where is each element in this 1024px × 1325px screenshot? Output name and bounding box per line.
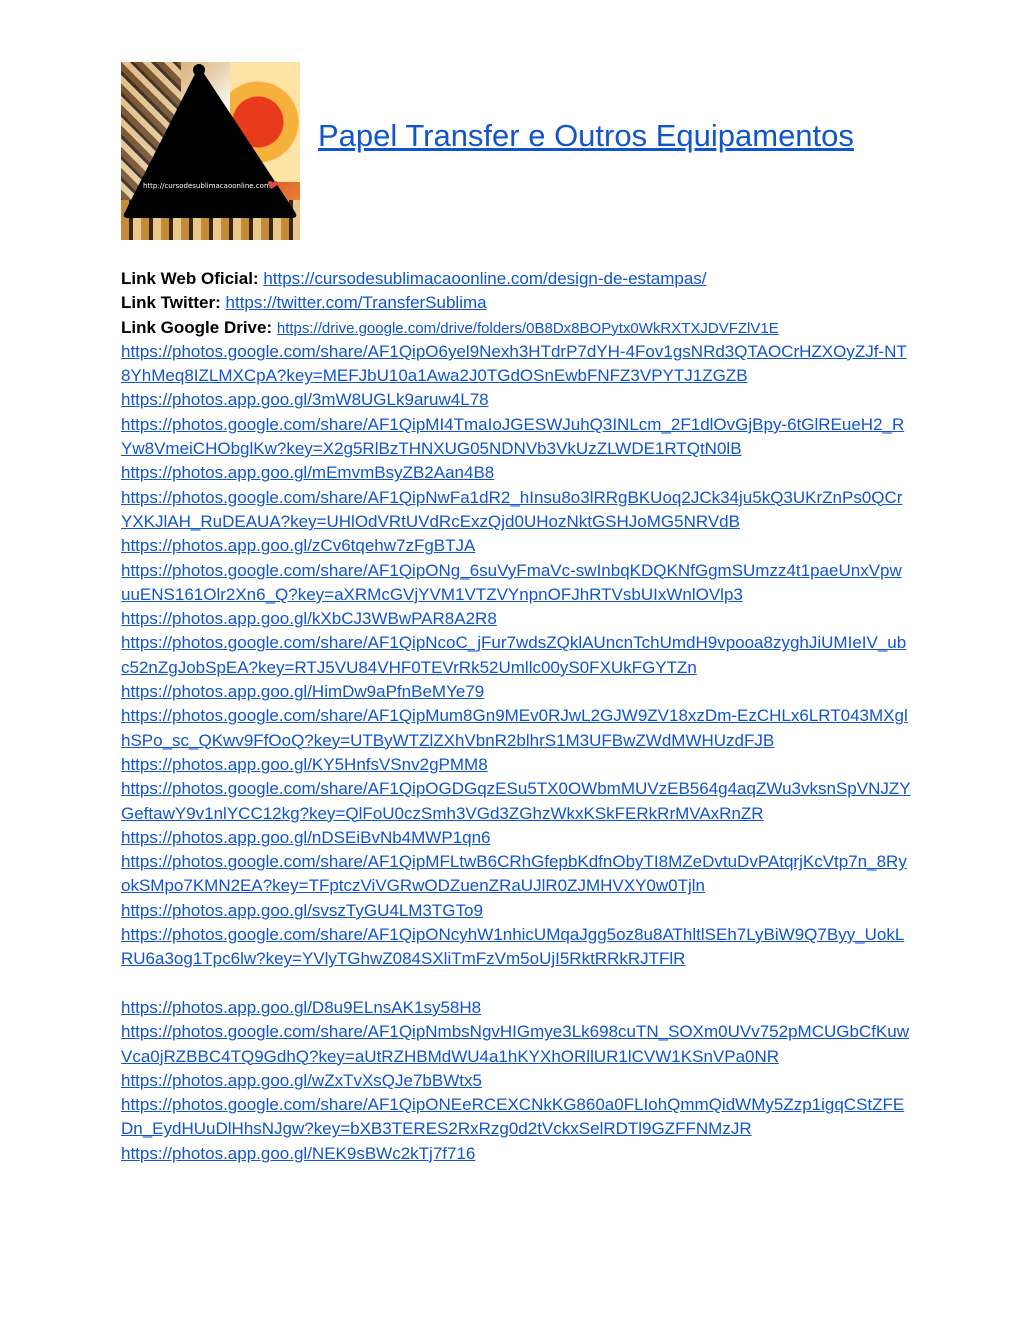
links-block (121, 267, 911, 1166)
photo-link[interactable]: https://photos.google.com/share/AF1QipO6yel9Nexh3HTdrP7dYH-4Fov1gsNRd3QTAOCrHZXOyZJf-NT8YhMeq8IZLMXCpA?key=MEFJbU10a1Awa2J0TGdOSnEwbFNFZ3VPYTJ1ZGZB (121, 341, 907, 386)
document-page (121, 62, 911, 1163)
photo-link[interactable]: https://photos.app.goo.gl/3mW8UGLk9aruw4L78 (121, 390, 489, 410)
twitter-link[interactable]: https://twitter.com/TransferSublima (225, 293, 487, 313)
photo-link[interactable]: https://photos.google.com/share/AF1QipMI4TmaIoJGESWJuhQ3INLcm_2F1dlOvGjBpy-6tGlREueH2_RYw8VmeiCHObglKw?key=X2g5RlBzTHNXUG05NDNVb3VkUzZLWDE1RTQtN0lB (121, 414, 905, 459)
photo-link[interactable]: https://photos.google.com/share/AF1QipONcyhW1nhicUMqaJgg5oz8u8AThltlSEh7LyBiW9Q7Byy_UokLRU6a3og1Tpc6lw?key=YVlyTGhwZ084SXliTmFzVm5oUjI5RktRRkRJTFlR (121, 925, 905, 969)
photo-link[interactable]: https://photos.google.com/share/AF1QipOGDGqzESu5TX0OWbmMUVzEB564g4aqZWu3vksnSpVNJZYGeftawY9v1nlYCC12kg?key=QlFoU0czSmh3VGd3ZGhzWkxKSkFERkRrMVAxRnZR (121, 779, 911, 823)
photo-link[interactable]: https://photos.google.com/share/AF1QipMum8Gn9MEv0RJwL2GJW9ZV18xzDm-EzCHLx6LRT043MXglhSPo_sc_QKwv9FfOoQ?key=UTByWTZlZXhVbnR2blhrS1M3UFBwZWdMWHUzdFJB (121, 706, 908, 750)
logo-triangle (121, 62, 300, 240)
twitter-link-label: Link Twitter: (121, 293, 221, 313)
photo-link[interactable]: https://photos.google.com/share/AF1QipONg_6suVyFmaVc-swInbqKDQKNfGgmSUmzz4t1paeUnxVpwuuENS161Olr2Xn6_Q?key=aXRMcGVjYVM1VTZVYnpnOFJhRTVsbUIxWnlOVlp3 (121, 560, 902, 604)
photo-link[interactable]: https://photos.google.com/share/AF1QipMFLtwB6CRhGfepbKdfnObyTI8MZeDvtuDvPAtqrjKcVtp7n_8RyokSMpo7KMN2EA?key=TFptczViVGRwODZuenZRaUJlR0ZJMHVXY0w0Tjln (121, 852, 907, 896)
drive-link[interactable]: https://drive.google.com/drive/folders/0B8Dx8BOPytx0WkRXTXJDVFZlV1E (276, 319, 779, 337)
heart-icon: ❤ (267, 177, 279, 193)
page-title-link[interactable]: Papel Transfer e Outros Equipamentos (318, 118, 854, 153)
photo-link[interactable]: https://photos.app.goo.gl/zCv6tqehw7zFgBTJA (121, 536, 476, 556)
photo-link[interactable]: https://photos.app.goo.gl/NEK9sBWc2kTj7f716 (121, 1143, 476, 1163)
header (121, 62, 911, 240)
photo-link[interactable]: https://photos.google.com/share/AF1QipONEeRCEXCNkKG860a0FLIohQmmQidWMy5Zzp1igqCStZFEDn_EydHUuDlHhsNJgw?key=bXB3TERES2RxRzg0d2tVckxSelRDTl9GZFFNMzJR (121, 1095, 905, 1139)
photo-link[interactable]: https://photos.app.goo.gl/KY5HnfsVSnv2gPMM8 (121, 754, 488, 774)
photo-link[interactable]: https://photos.google.com/share/AF1QipNcoC_jFur7wdsZQklAUncnTchUmdH9vpooa8zyghJiUMIeIV_ubc52nZgJobSpEA?key=RTJ5VU84VHF0TEVrRk52Umllc00yS0FXUkFGYTZn (121, 633, 907, 677)
logo-url-text: http://cursodesublimacaoonline.com/ (143, 182, 274, 190)
photo-link[interactable]: https://photos.app.goo.gl/kXbCJ3WBwPAR8A2R8 (121, 609, 497, 629)
drive-link-label: Link Google Drive: (121, 317, 273, 337)
photo-link[interactable]: https://photos.app.goo.gl/D8u9ELnsAK1sy58H8 (121, 997, 482, 1017)
twitter-link-line (121, 291, 911, 315)
web-link-line (121, 267, 911, 291)
logo-image (121, 62, 300, 240)
web-link-label: Link Web Oficial: (121, 269, 259, 288)
blank-line (121, 972, 911, 996)
drive-link-line (121, 316, 911, 340)
photo-link[interactable]: https://photos.app.goo.gl/wZxTvXsQJe7bBWtx5 (121, 1070, 482, 1090)
photo-link[interactable]: https://photos.app.goo.gl/mEmvmBsyZB2Aan4B8 (121, 463, 495, 483)
photo-link[interactable]: https://photos.google.com/share/AF1QipNmbsNgvHIGmye3Lk698cuTN_SOXm0UVv752pMCUGbCfKuwVca0jRZBBC4TQ9GdhQ?key=aUtRZHBMdWU4a1hKYXhORllUR1lCVW1KSnVPa0NR (121, 1022, 910, 1066)
photo-link[interactable]: https://photos.google.com/share/AF1QipNwFa1dR2_hInsu8o3lRRgBKUoq2JCk34ju5kQ3UKrZnPs0QCrYXKJlAH_RuDEAUA?key=UHlOdVRtUVdRcExzQjd0UHozNktGSHJoMG5NRVdB (121, 487, 903, 531)
web-link[interactable]: https://cursodesublimacaoonline.com/design-de-estampas/ (263, 269, 707, 288)
photo-link[interactable]: https://photos.app.goo.gl/svszTyGU4LM3TGTo9 (121, 900, 483, 920)
photo-link[interactable]: https://photos.app.goo.gl/HimDw9aPfnBeMYe79 (121, 682, 485, 702)
photo-link[interactable]: https://photos.app.goo.gl/nDSEiBvNb4MWP1qn6 (121, 827, 491, 847)
